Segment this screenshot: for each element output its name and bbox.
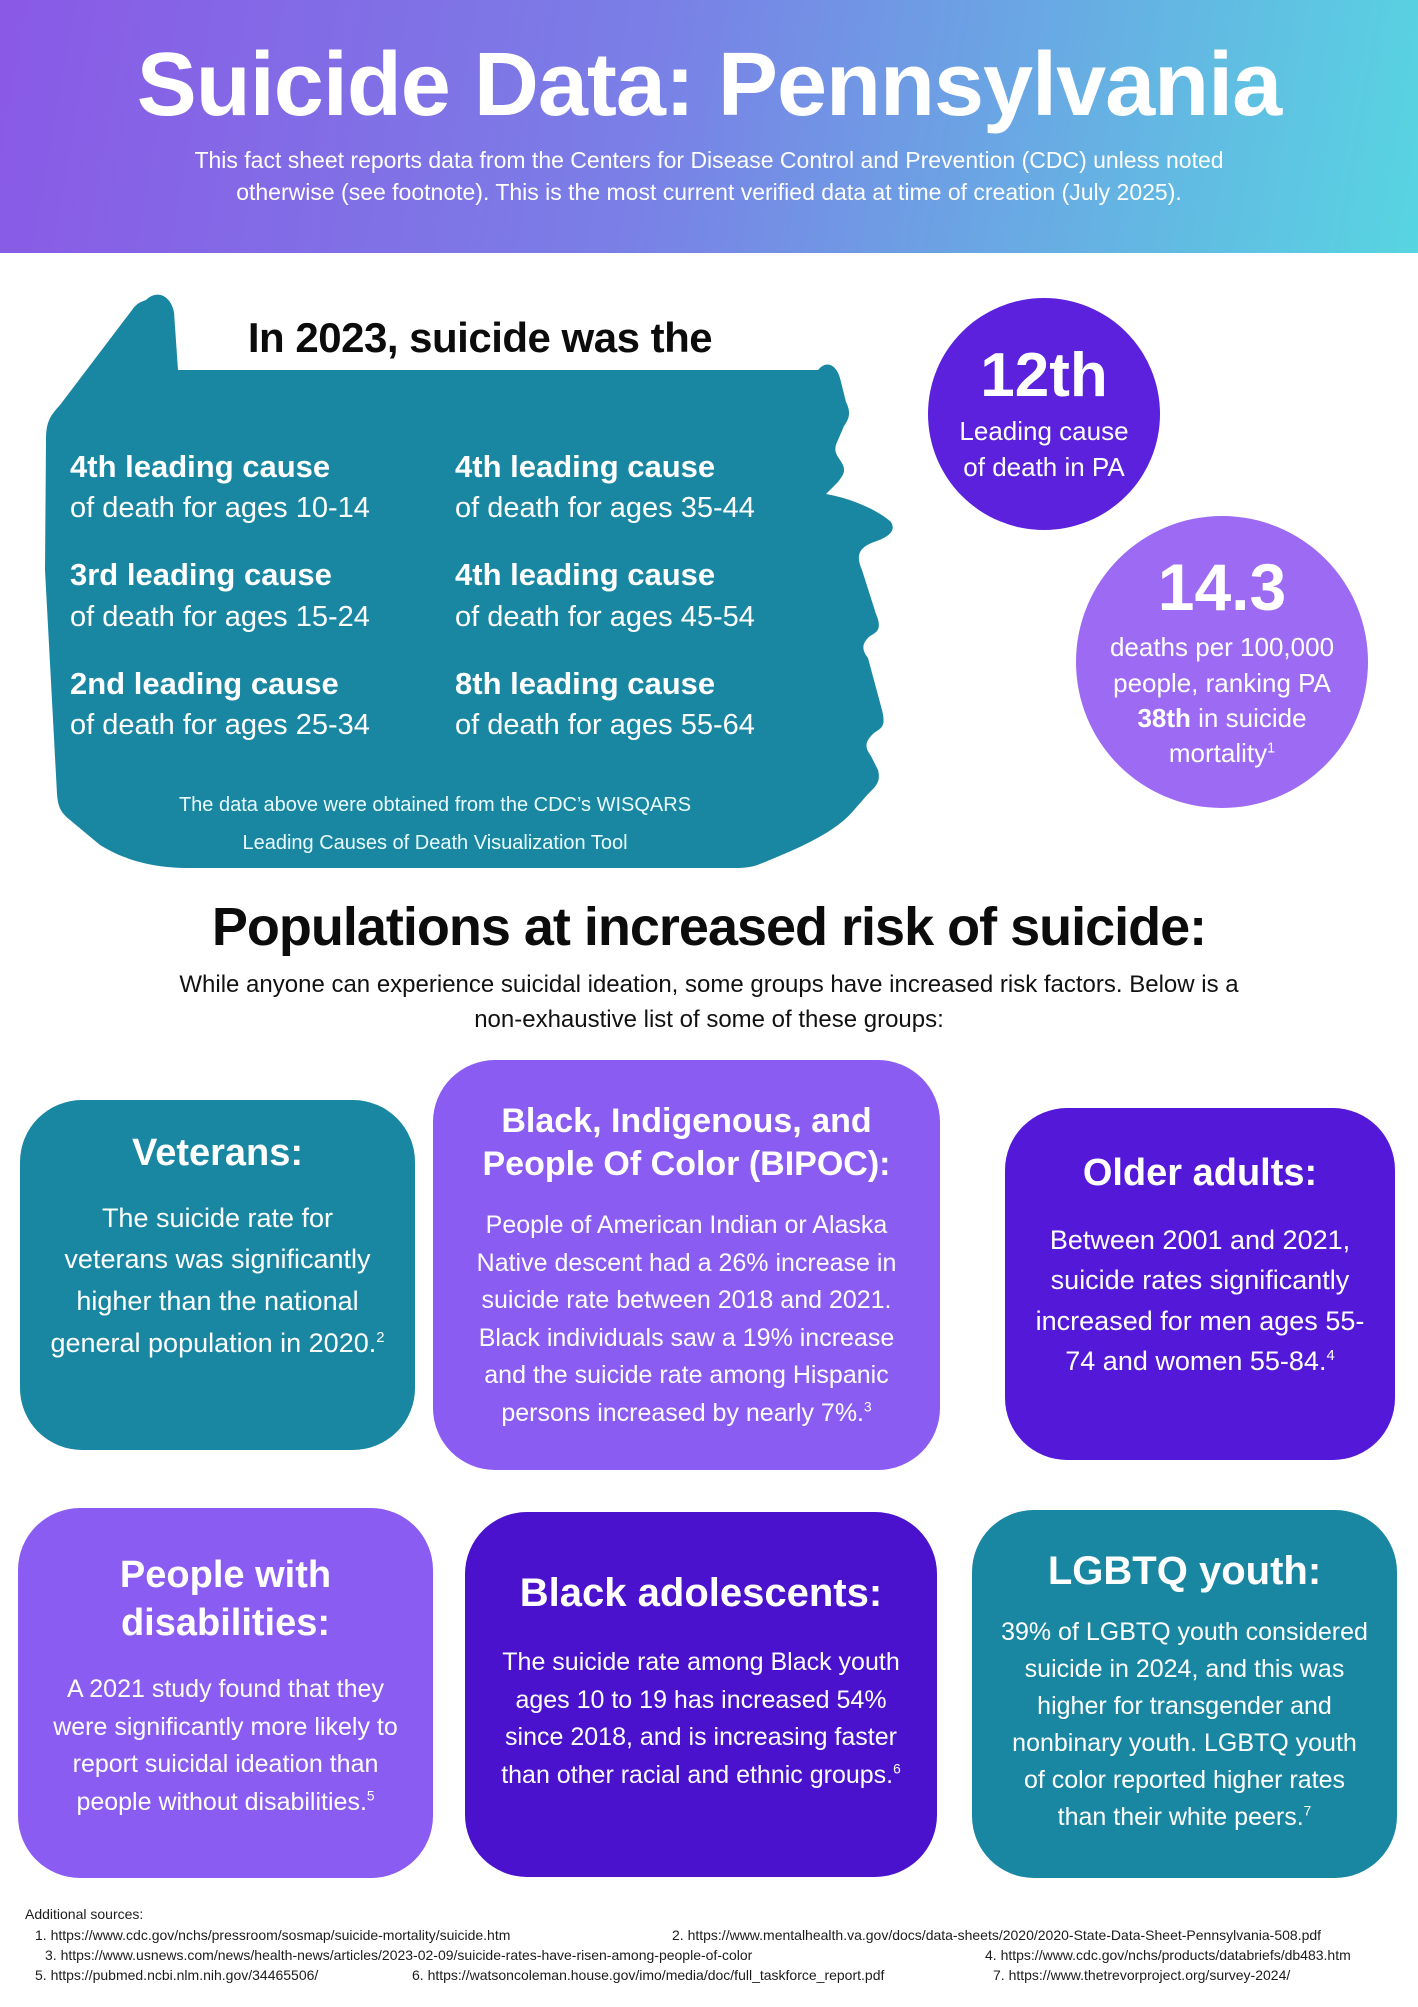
sources-label: Additional sources: (25, 1906, 144, 1922)
card-disabilities-body (43, 1671, 408, 1821)
card-bipoc-text: People of American Indian or Alaska Native descent had a 26% increase in suicide rate between 2018 and 2021. Black individuals saw a 19% increase and the suicide rate among Hispanic persons increased by nearly 7%. (476, 1211, 897, 1427)
card-lgbtq-youth-text: 39% of LGBTQ youth considered suicide in 2024, and this was higher for transgender and nonbinary youth. LGBTQ youth of color reported higher rates than their white peers. (1001, 1618, 1368, 1831)
rank-circle (928, 298, 1160, 530)
card-bipoc (433, 1060, 940, 1470)
stat-ages-45-54 (455, 556, 880, 634)
card-disabilities-title: People with disabilities: (119, 1554, 332, 1644)
populations-subtitle (0, 968, 1418, 1038)
card-bipoc-footnote-marker: 3 (864, 1399, 872, 1415)
stat-detail: of death for ages 45-54 (455, 600, 755, 633)
card-people-with-disabilities (18, 1508, 433, 1878)
rank-circle-value: 12th (980, 341, 1108, 411)
stat-ages-10-14 (70, 448, 455, 526)
rate-circle-text (1076, 630, 1368, 770)
card-black-adolescents-body (495, 1644, 907, 1794)
source-url-7: 7. https://www.thetrevorproject.org/survey-2024/ (993, 1967, 1291, 1983)
rate-text-pre: deaths per 100,000 people, ranking PA (1109, 632, 1335, 698)
card-disabilities-footnote-marker: 5 (366, 1788, 375, 1804)
source-url-2: 2. https://www.mentalhealth.va.gov/docs/data-sheets/2020/2020-State-Data-Sheet-Pennsylvania-508.pdf (672, 1927, 1322, 1943)
stat-detail: of death for ages 35-44 (455, 492, 755, 525)
populations-heading: Populations at increased risk of suicide: (211, 897, 1207, 957)
rate-circle (1076, 516, 1368, 808)
rate-text-post: in suicide mortality (1168, 702, 1307, 768)
card-lgbtq-youth-title: LGBTQ youth: (1047, 1549, 1322, 1593)
card-veterans-body (48, 1198, 387, 1365)
wisqars-footnote-line1: The data above were obtained from the CDC’s WISQARS (178, 794, 692, 816)
stat-ages-15-24 (70, 556, 455, 634)
card-lgbtq-youth-body (1000, 1614, 1369, 1836)
additional-sources (0, 1906, 1418, 2001)
pa-section-heading: In 2023, suicide was the (247, 314, 713, 361)
card-black-adolescents (465, 1512, 937, 1877)
stat-detail: of death for ages 25-34 (70, 709, 370, 742)
stat-ages-25-34 (70, 665, 455, 743)
source-url-4: 4. https://www.cdc.gov/nchs/products/databriefs/db483.htm (985, 1947, 1351, 1963)
card-lgbtq-youth (972, 1510, 1397, 1878)
wisqars-footnote-line2: Leading Causes of Death Visualization Tool (242, 832, 628, 854)
header-banner (0, 0, 1418, 253)
card-veterans-title: Veterans: (131, 1132, 304, 1174)
stat-rank: 4th leading cause (455, 449, 716, 484)
source-url-6: 6. https://watsoncoleman.house.gov/imo/media/doc/full_taskforce_report.pdf (412, 1967, 885, 1983)
card-veterans-text: The suicide rate for veterans was significantly higher than the national general population in 2020. (50, 1202, 377, 1359)
wisqars-footnote (85, 786, 785, 862)
card-bipoc-body (463, 1207, 910, 1432)
rank-circle-label-line2: of death in PA (963, 451, 1125, 482)
rate-circle-value: 14.3 (1157, 550, 1287, 625)
header-subtitle-line1: This fact sheet reports data from the Centers for Disease Control and Prevention (CDC) unless noted (194, 146, 1224, 173)
stat-ages-35-44 (455, 448, 880, 526)
card-lgbtq-youth-footnote-marker: 7 (1303, 1803, 1312, 1819)
stat-rank: 8th leading cause (455, 665, 716, 701)
rank-circle-label (959, 414, 1128, 484)
card-disabilities-text: A 2021 study found that they were significantly more likely to report suicidal ideation than people without disabilities. (53, 1675, 398, 1816)
card-older-adults-text: Between 2001 and 2021, suicide rates significantly increased for men ages 55-74 and women 55-84. (1035, 1224, 1365, 1376)
page-title: Suicide Data: Pennsylvania (136, 35, 1282, 135)
card-older-adults-footnote-marker: 4 (1326, 1348, 1335, 1364)
card-older-adults-body (1030, 1220, 1370, 1382)
rate-footnote-marker: 1 (1267, 740, 1276, 757)
header-subtitle-line2: otherwise (see footnote). This is the most current verified data at time of creation (July 2025). (236, 179, 1182, 206)
leading-cause-stats (70, 448, 880, 743)
card-black-adolescents-footnote-marker: 6 (893, 1761, 901, 1777)
stat-rank: 3rd leading cause (70, 557, 332, 593)
source-url-3: 3. https://www.usnews.com/news/health-news/articles/2023-02-09/suicide-rates-have-risen-among-people-of-color (45, 1947, 753, 1963)
rate-text-bold: 38th (1137, 702, 1191, 733)
rank-circle-label-line1: Leading cause (959, 416, 1129, 447)
source-url-5: 5. https://pubmed.ncbi.nlm.nih.gov/34465506/ (35, 1967, 319, 1983)
card-black-adolescents-text: The suicide rate among Black youth ages 10 to 19 has increased 54% since 2018, and is increasing faster than other racial and ethnic groups. (501, 1648, 900, 1789)
card-bipoc-title: Black, Indigenous, and People Of Color (BIPOC): (482, 1102, 891, 1183)
header-subtitle (59, 144, 1359, 209)
card-veterans-footnote-marker: 2 (376, 1330, 385, 1347)
stat-detail: of death for ages 10-14 (70, 492, 370, 525)
card-older-adults-title: Older adults: (1082, 1152, 1318, 1194)
stat-rank: 4th leading cause (70, 449, 331, 484)
card-older-adults (1005, 1108, 1395, 1460)
stat-detail: of death for ages 55-64 (455, 709, 755, 742)
card-black-adolescents-title: Black adolescents: (519, 1571, 883, 1615)
source-url-1: 1. https://www.cdc.gov/nchs/pressroom/sosmap/suicide-mortality/suicide.htm (35, 1927, 511, 1943)
stat-detail: of death for ages 15-24 (70, 600, 370, 633)
card-veterans (20, 1100, 415, 1450)
populations-subtitle-line1: While anyone can experience suicidal ideation, some groups have increased risk factors. Below is a (179, 971, 1239, 998)
populations-subtitle-line2: non-exhaustive list of some of these groups: (474, 1005, 944, 1033)
stat-rank: 2nd leading cause (70, 665, 339, 701)
stat-rank: 4th leading cause (455, 557, 716, 593)
stat-ages-55-64 (455, 665, 880, 743)
